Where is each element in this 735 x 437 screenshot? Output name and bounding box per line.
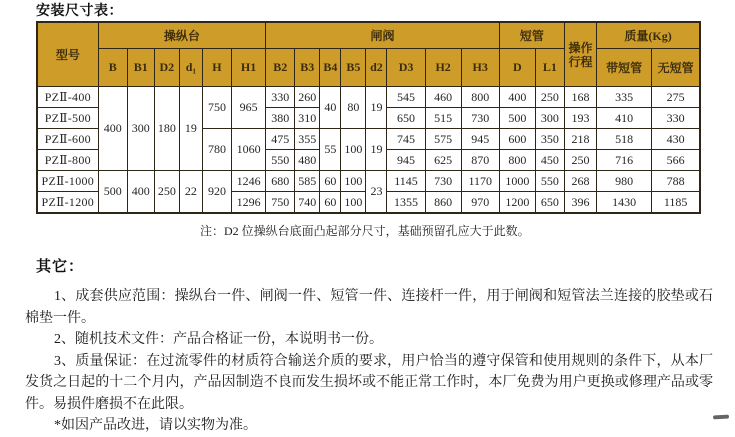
- table-row: [37, 171, 700, 192]
- table-cell: 300: [535, 108, 564, 129]
- table-cell: 1296: [232, 192, 266, 214]
- table-cell: 180: [154, 87, 179, 171]
- table-cell: 730: [461, 108, 499, 129]
- table-cell: 250: [154, 171, 179, 214]
- table-cell: 460: [425, 87, 461, 108]
- table-cell: 330: [266, 87, 295, 108]
- table-cell: 100: [341, 129, 366, 171]
- table-cell: 218: [564, 129, 596, 150]
- table-cell: 310: [295, 108, 320, 129]
- group-header-valve: 闸阀: [266, 22, 500, 49]
- table-cell: 1170: [461, 171, 499, 192]
- table-cell: 860: [425, 192, 461, 214]
- table-cell: 1060: [232, 129, 266, 171]
- table-cell: 1185: [652, 192, 700, 214]
- table-cell: 500: [499, 108, 535, 129]
- table-cell: 193: [564, 108, 596, 129]
- table-cell: 300: [127, 87, 154, 171]
- product-improvement-footnote: *如因产品改进，请以实物为准。: [54, 418, 257, 433]
- subheader-B5: B5: [341, 49, 366, 87]
- table-cell: 870: [461, 150, 499, 171]
- table-footnote: 注：D2 位操纵台底面凸起部分尺寸，基础预留孔应大于此数。: [200, 224, 530, 238]
- table-cell: 396: [564, 192, 596, 214]
- table-cell: 19: [366, 87, 387, 129]
- subheader-d1: d₁: [179, 49, 202, 87]
- page-title: 安装尺寸表：: [36, 3, 123, 19]
- table-cell: 335: [597, 87, 652, 108]
- table-cell: 1355: [387, 192, 425, 214]
- model-cell: PZⅡ-500: [37, 108, 98, 129]
- table-row: [37, 87, 700, 108]
- table-cell: 250: [535, 87, 564, 108]
- table-cell: 515: [425, 108, 461, 129]
- table-cell: 740: [295, 192, 320, 214]
- model-cell: PZⅡ-400: [37, 87, 98, 108]
- subheader-D: D: [499, 49, 535, 87]
- table-cell: 330: [652, 108, 700, 129]
- subheader-D3: D3: [387, 49, 425, 87]
- table-cell: 800: [461, 87, 499, 108]
- model-cell: PZⅡ-1200: [37, 192, 98, 214]
- table-cell: 22: [179, 171, 202, 214]
- table-cell: 650: [387, 108, 425, 129]
- paragraph-supply-scope: 1、成套供应范围：操纵台一件、闸阀一件、短管一件、连接杆一件，用于闸阀和短管法兰连接的胶垫或石棉垫一件。: [25, 289, 713, 326]
- stroke-line1: 操作: [568, 40, 593, 55]
- table-cell: 965: [232, 87, 266, 129]
- table-cell: 355: [295, 129, 320, 150]
- table-cell: 600: [499, 129, 535, 150]
- table-cell: 260: [295, 87, 320, 108]
- subheader-d2: d2: [366, 49, 387, 87]
- subheader-L1: L1: [535, 49, 564, 87]
- table-cell: 40: [320, 87, 341, 129]
- subheader-B3: B3: [295, 49, 320, 87]
- subheader-D2: D2: [154, 49, 179, 87]
- paragraph-quality-guarantee: 3、质量保证：在过流零件的材质符合输送介质的要求，用户恰当的遵守保管和使用规则的条件下，从本厂发货之日起的十二个月内，产品因制造不良而发生损坏或不能正常工作时，本厂免费为用户更换或修理产品或零件。易损件磨损不在此限。: [25, 353, 713, 412]
- table-cell: 350: [535, 129, 564, 150]
- table-cell: 575: [425, 129, 461, 150]
- model-cell: PZⅡ-800: [37, 150, 98, 171]
- table-cell: 750: [202, 87, 231, 129]
- table-cell: 475: [266, 129, 295, 150]
- subheader-H1: H1: [232, 49, 266, 87]
- table-cell: 716: [597, 150, 652, 171]
- table-cell: 585: [295, 171, 320, 192]
- table-cell: 1246: [232, 171, 266, 192]
- table-cell: 1200: [499, 192, 535, 214]
- model-cell: PZⅡ-600: [37, 129, 98, 150]
- subheader-without-pipe: 无短管: [652, 49, 700, 87]
- table-cell: 268: [564, 171, 596, 192]
- ink-smudge: [713, 415, 729, 420]
- model-cell: PZⅡ-1000: [37, 171, 98, 192]
- table-cell: 1145: [387, 171, 425, 192]
- table-cell: 250: [564, 150, 596, 171]
- table-cell: 100: [341, 171, 366, 192]
- table-cell: 920: [202, 171, 231, 214]
- table-cell: 1000: [499, 171, 535, 192]
- table-cell: 275: [652, 87, 700, 108]
- subheader-B1: B1: [127, 49, 154, 87]
- table-cell: 550: [266, 150, 295, 171]
- table-cell: 945: [461, 129, 499, 150]
- table-cell: 450: [535, 150, 564, 171]
- table-cell: 518: [597, 129, 652, 150]
- table-cell: 650: [535, 192, 564, 214]
- other-section-body: [25, 286, 713, 437]
- table-cell: 788: [652, 171, 700, 192]
- subheader-B2: B2: [266, 49, 295, 87]
- subheader-B: B: [98, 49, 127, 87]
- table-cell: 380: [266, 108, 295, 129]
- table-cell: 625: [425, 150, 461, 171]
- table-cell: 550: [535, 171, 564, 192]
- table-cell: 980: [597, 171, 652, 192]
- subheader-H: H: [202, 49, 231, 87]
- group-header-model: 型号: [37, 22, 98, 87]
- table-cell: 100: [341, 192, 366, 214]
- subheader-B4: B4: [320, 49, 341, 87]
- group-header-stroke: [564, 22, 596, 87]
- table-cell: 168: [564, 87, 596, 108]
- table-cell: 400: [127, 171, 154, 214]
- stroke-line2: 行程: [568, 54, 593, 69]
- subheader-with-pipe: 带短管: [597, 49, 652, 87]
- installation-dimension-table: [36, 21, 701, 214]
- table-cell: 566: [652, 150, 700, 171]
- table-cell: 680: [266, 171, 295, 192]
- table-cell: 430: [652, 129, 700, 150]
- table-cell: 545: [387, 87, 425, 108]
- other-section-heading: 其它：: [36, 257, 85, 275]
- table-cell: 400: [98, 87, 127, 171]
- table-cell: 500: [98, 171, 127, 214]
- group-header-mass: 质量(Kg): [597, 22, 700, 49]
- table-cell: 730: [425, 171, 461, 192]
- table-cell: 400: [499, 87, 535, 108]
- group-header-short-pipe: 短管: [499, 22, 564, 49]
- table-cell: 780: [202, 129, 231, 171]
- subheader-H3: H3: [461, 49, 499, 87]
- table-cell: 23: [366, 171, 387, 214]
- table-cell: 745: [387, 129, 425, 150]
- table-cell: 1430: [597, 192, 652, 214]
- table-cell: 750: [266, 192, 295, 214]
- group-header-console: 操纵台: [98, 22, 266, 49]
- table-cell: 480: [295, 150, 320, 171]
- table-cell: 970: [461, 192, 499, 214]
- subheader-H2: H2: [425, 49, 461, 87]
- table-cell: 410: [597, 108, 652, 129]
- table-cell: 945: [387, 150, 425, 171]
- table-cell: 800: [499, 150, 535, 171]
- table-cell: 60: [320, 171, 341, 192]
- table-cell: 60: [320, 192, 341, 214]
- table-cell: 19: [179, 87, 202, 171]
- paragraph-technical-documents: 2、随机技术文件：产品合格证一份，本说明书一份。: [54, 332, 383, 347]
- table-cell: 55: [320, 129, 341, 171]
- table-cell: 80: [341, 87, 366, 129]
- table-cell: 19: [366, 129, 387, 171]
